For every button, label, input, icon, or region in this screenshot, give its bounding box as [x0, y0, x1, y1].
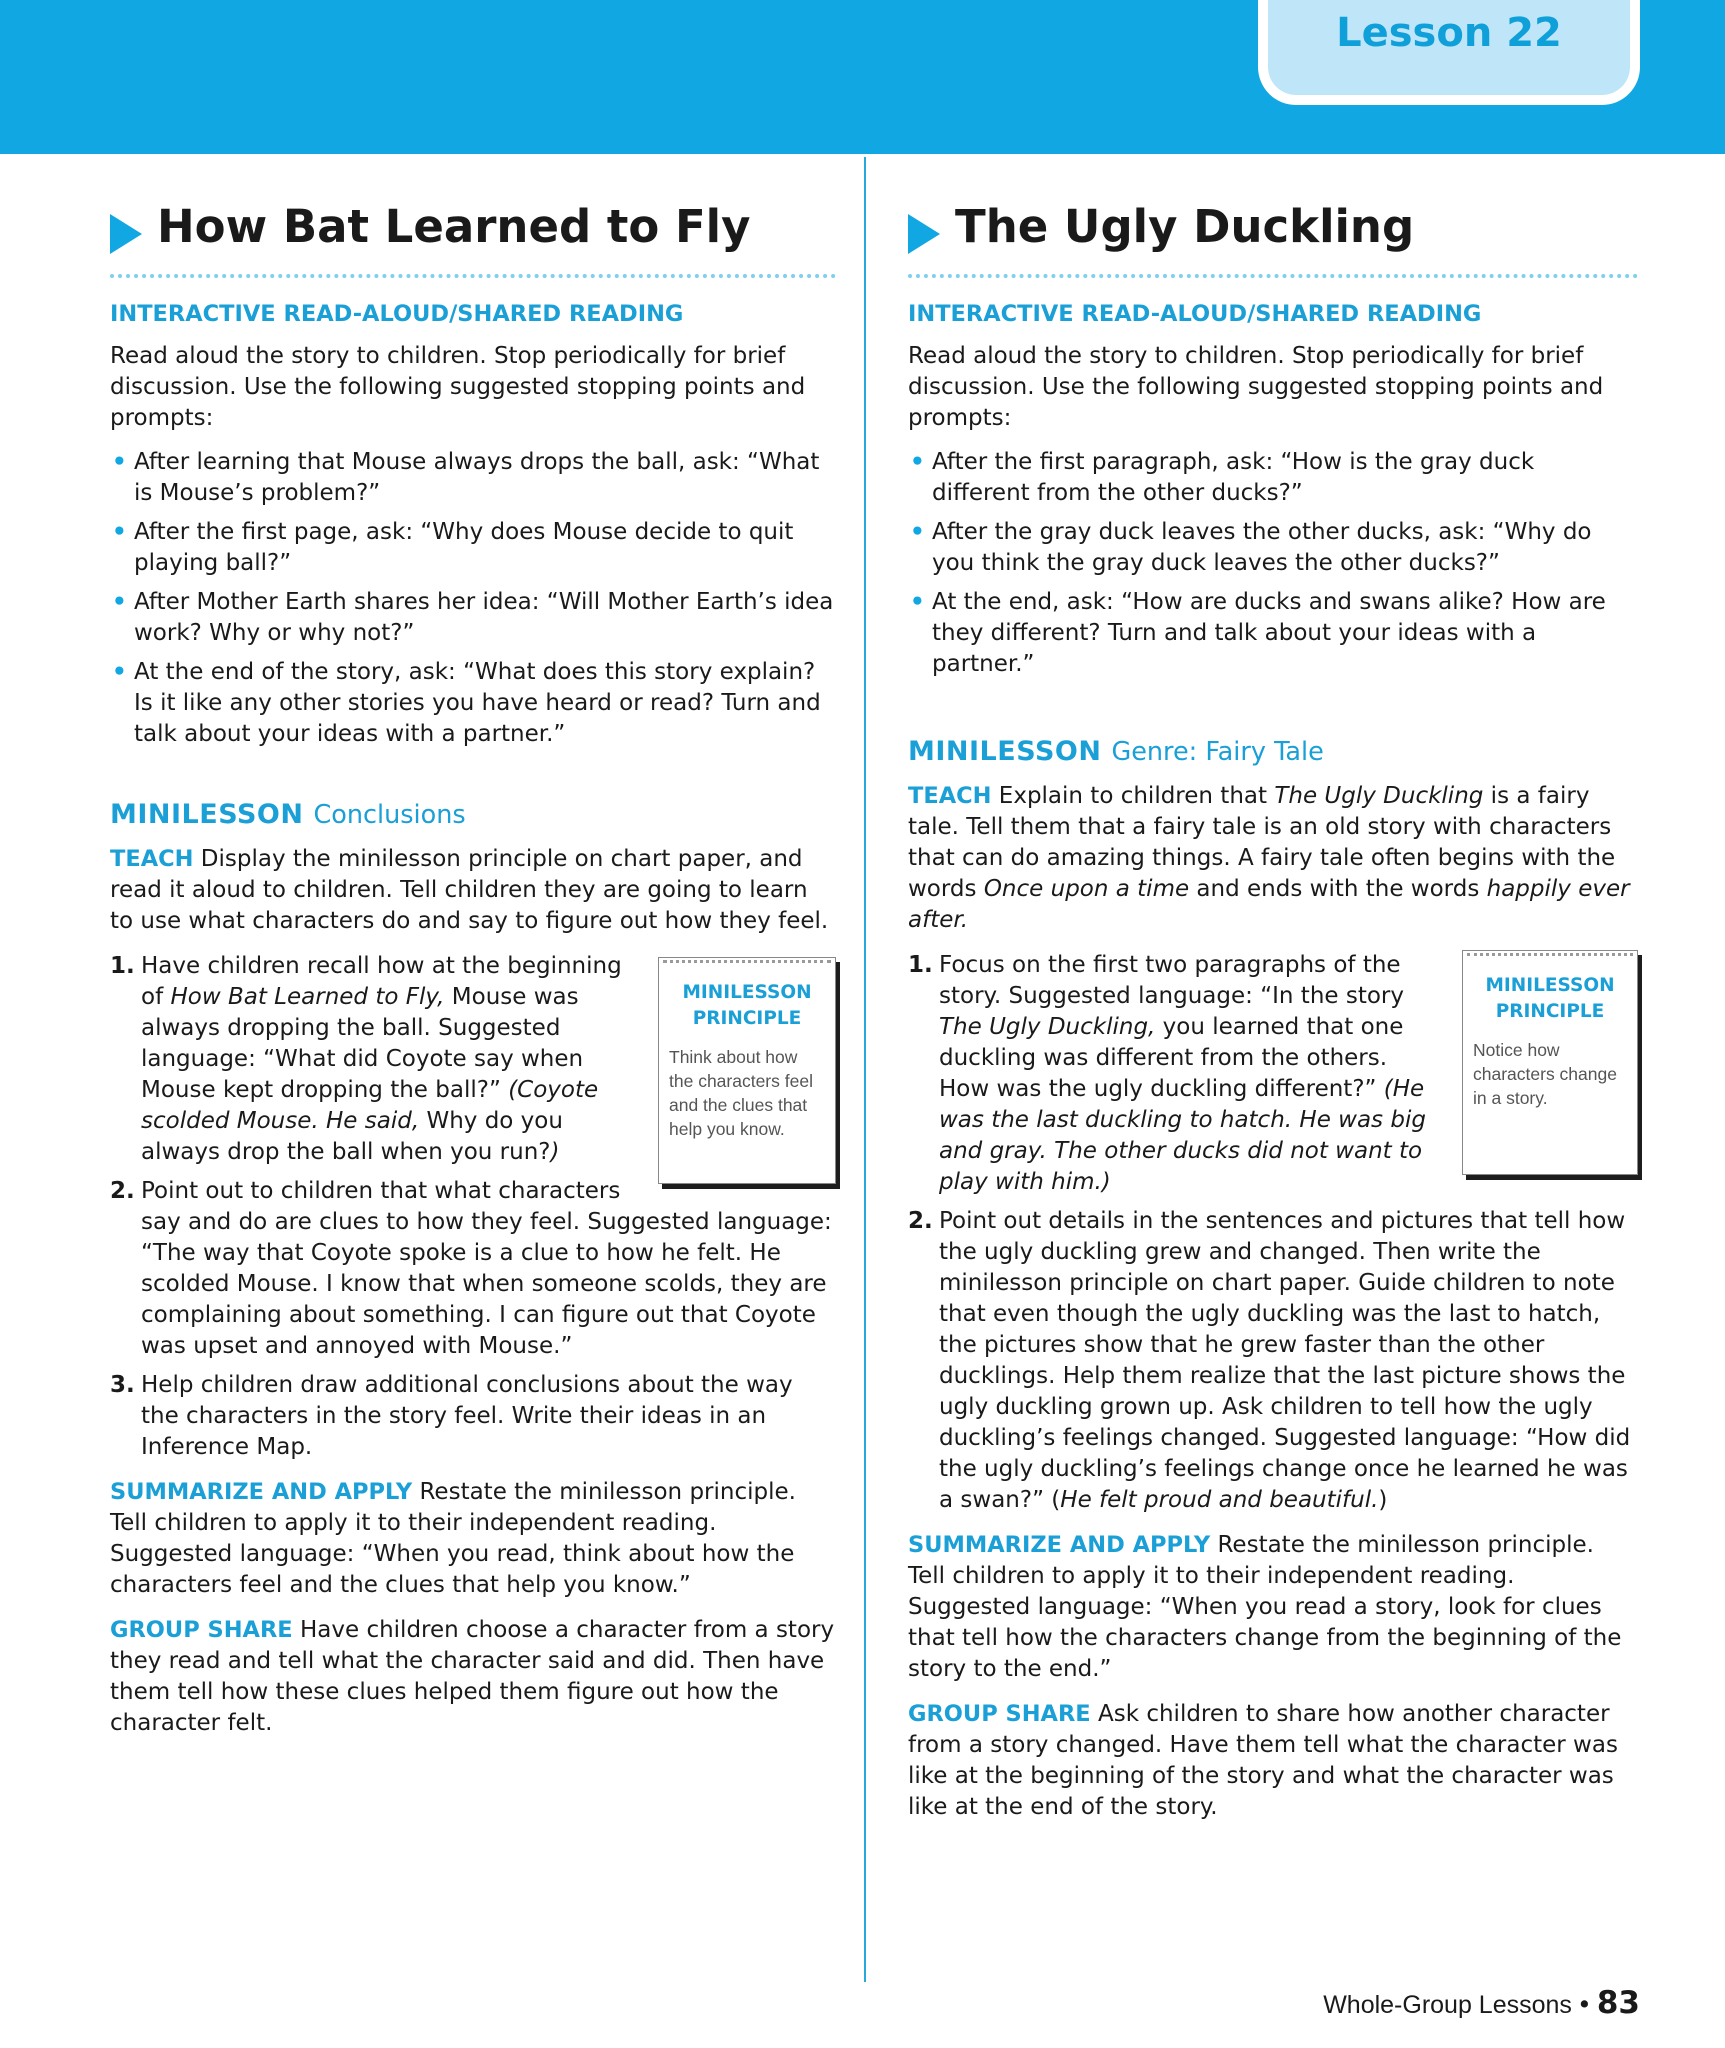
right-summarize — [908, 1530, 1638, 1685]
step-number: 1. — [908, 952, 933, 978]
list-item — [110, 447, 836, 509]
list-item — [110, 517, 836, 579]
group-share-label: GROUP SHARE — [110, 1617, 293, 1643]
list-item — [110, 1370, 836, 1463]
page-footer — [1200, 1985, 1640, 2021]
footer-text: Whole-Group Lessons — [1323, 1991, 1572, 2019]
right-steps — [908, 950, 1638, 1516]
right-column — [908, 200, 1638, 1823]
left-read-heading: INTERACTIVE READ-ALOUD/SHARED READING — [110, 301, 684, 327]
left-summarize — [110, 1477, 836, 1601]
right-teach: TEACH Explain to children that The Ugly Duckling is a fairy tale. Tell them that a fairy tale is an old story with characters that can do amazing things. A fairy tale often begins with the words Once upon a time and ends with the words happily ever after. — [908, 783, 1630, 933]
list-item — [908, 587, 1638, 680]
footer-separator: • — [1577, 1990, 1592, 2019]
right-title: The Ugly Duckling — [955, 200, 1415, 253]
left-read-intro: Read aloud the story to children. Stop periodically for brief discussion. Use the following suggested stopping points and prompts: — [110, 343, 806, 431]
step-number: 3. — [110, 1372, 135, 1398]
summarize-label: SUMMARIZE AND APPLY — [110, 1479, 413, 1505]
right-prompt-list — [908, 447, 1638, 680]
bullet-text: After the gray duck leaves the other ducks, ask: “Why do you think the gray duck leaves the other ducks?” — [932, 519, 1592, 576]
step-text: Point out to children that what characters say and do are clues to how they feel. Suggested language: “The way that Coyote spoke is a clue to how he felt. He scolded Mouse. I know that when someone scolds, they are complaining about something. I can figure out that Coyote was upset and annoyed with Mouse.” — [141, 1178, 832, 1359]
bullet-icon: • — [112, 659, 127, 685]
bullet-icon: • — [910, 519, 925, 545]
bullet-icon: • — [112, 519, 127, 545]
principle-text: Notice how characters change in a story. — [1473, 1040, 1617, 1108]
bullet-icon: • — [910, 589, 925, 615]
right-minilesson-heading — [908, 736, 1638, 767]
teach-label: TEACH — [110, 846, 194, 872]
right-story-title — [908, 200, 1638, 262]
list-item: MINILESSON PRINCIPLE Think about how the characters feel and the clues that help you know. 1. Have children recall how at the beginning of How Bat Learned to Fly, Mouse was always dropping the ball. Suggested language: “What did Coyote say when Mouse kept dropping the ball?” (Coyote scolded Mouse. He said, Why do you always drop the ball when you run?) — [110, 951, 836, 1168]
bullet-icon: • — [910, 449, 925, 475]
left-story-title — [110, 200, 836, 262]
step-number: 2. — [110, 1178, 135, 1204]
minilesson-topic: Conclusions — [313, 800, 466, 830]
minilesson-label: MINILESSON — [908, 736, 1102, 767]
column-divider — [864, 157, 866, 1982]
play-triangle-icon — [908, 214, 940, 254]
lesson-label: Lesson 22 — [1336, 10, 1562, 56]
bullet-text: After the first page, ask: “Why does Mouse decide to quit playing ball?” — [134, 519, 794, 576]
summarize-text: Restate the minilesson principle. Tell children to apply it to their independent reading. Suggested language: “When you read, think about how the characters feel and the clues that help you know.” — [110, 1479, 796, 1598]
principle-heading: MINILESSON PRINCIPLE — [682, 982, 812, 1029]
group-share-text: Have children choose a character from a story they read and tell what the character said and did. Then have them tell how these clues helped them figure out how the character felt. — [110, 1617, 835, 1736]
bullet-text: At the end of the story, ask: “What does this story explain? Is it like any other stories you have heard or read? Turn and talk about your ideas with a partner.” — [134, 659, 821, 747]
list-item — [908, 517, 1638, 579]
page-number: 83 — [1596, 1985, 1640, 2021]
step-number: 2. — [908, 1208, 933, 1234]
left-steps — [110, 951, 836, 1463]
list-item — [110, 657, 836, 750]
bullet-text: After learning that Mouse always drops the ball, ask: “What is Mouse’s problem?” — [134, 449, 820, 506]
bullet-text: After the first paragraph, ask: “How is the gray duck different from the other ducks?” — [932, 449, 1535, 506]
right-read-heading: INTERACTIVE READ-ALOUD/SHARED READING — [908, 301, 1482, 327]
list-item — [908, 447, 1638, 509]
left-principle-box — [658, 957, 836, 1184]
left-group-share — [110, 1615, 836, 1739]
list-item — [110, 1176, 836, 1362]
summarize-text: Restate the minilesson principle. Tell children to apply it to their independent reading. Suggested language: “When you read a story, look for clues that tell how the characters change from the beginning of the story to the end.” — [908, 1532, 1622, 1682]
right-group-share — [908, 1699, 1638, 1823]
list-item: 2. Point out details in the sentences and pictures that tell how the ugly duckling grew and changed. Then write the minilesson principle on chart paper. Guide children to note that even though the ugly duckling was the last to hatch, the pictures show that he grew faster than the other ducklings. Help them realize that the last picture shows the ugly duckling grown up. Ask children to tell how the ugly duckling’s feelings changed. Suggested language: “How did the ugly duckling’s feelings change once he learned he was a swan?” (He felt proud and beautiful.) — [908, 1208, 1631, 1513]
bullet-text: After Mother Earth shares her idea: “Will Mother Earth’s idea work? Why or why not?” — [134, 589, 834, 646]
left-teach — [110, 844, 836, 937]
step-number: 1. — [110, 953, 135, 979]
teach-text: Display the minilesson principle on chart paper, and read it aloud to children. Tell children they are going to learn to use what characters do and say to figure out how they feel. — [110, 846, 829, 934]
bullet-text: At the end, ask: “How are ducks and swans alike? How are they different? Turn and talk about your ideas with a partner.” — [932, 589, 1606, 677]
lesson-tab — [1258, 0, 1640, 105]
list-item: MINILESSON PRINCIPLE Notice how characters change in a story. 1. Focus on the first two paragraphs of the story. Suggested language: “In the story The Ugly Duckling, you learned that one duckling was different from the others. How was the ugly duckling different?” (He was the last duckling to hatch. He was big and gray. The other ducks did not want to play with him.) — [908, 950, 1638, 1198]
group-share-text: Ask children to share how another character from a story changed. Have them tell what the character was like at the beginning of the story and what the character was like at the end of the story. — [908, 1701, 1618, 1820]
play-triangle-icon — [110, 214, 142, 254]
summarize-label: SUMMARIZE AND APPLY — [908, 1532, 1211, 1558]
list-item — [110, 587, 836, 649]
right-principle-box — [1462, 950, 1638, 1175]
group-share-label: GROUP SHARE — [908, 1701, 1091, 1727]
dotted-rule — [110, 274, 836, 278]
bullet-icon: • — [112, 449, 127, 475]
bullet-icon: • — [112, 589, 127, 615]
right-read-intro: Read aloud the story to children. Stop periodically for brief discussion. Use the following suggested stopping points and prompts: — [908, 343, 1604, 431]
left-column — [110, 200, 836, 1739]
dotted-rule — [908, 274, 1638, 278]
principle-text: Think about how the characters feel and the clues that help you know. — [669, 1047, 813, 1139]
minilesson-label: MINILESSON — [110, 799, 304, 830]
step-text: Help children draw additional conclusions about the way the characters in the story feel. Write their ideas in an Inference Map. — [141, 1372, 793, 1460]
principle-heading: MINILESSON PRINCIPLE — [1485, 975, 1615, 1022]
left-minilesson-heading — [110, 799, 836, 830]
teach-label: TEACH — [908, 783, 992, 809]
left-prompt-list — [110, 447, 836, 750]
minilesson-topic: Genre: Fairy Tale — [1111, 737, 1324, 767]
left-title: How Bat Learned to Fly — [157, 200, 751, 253]
